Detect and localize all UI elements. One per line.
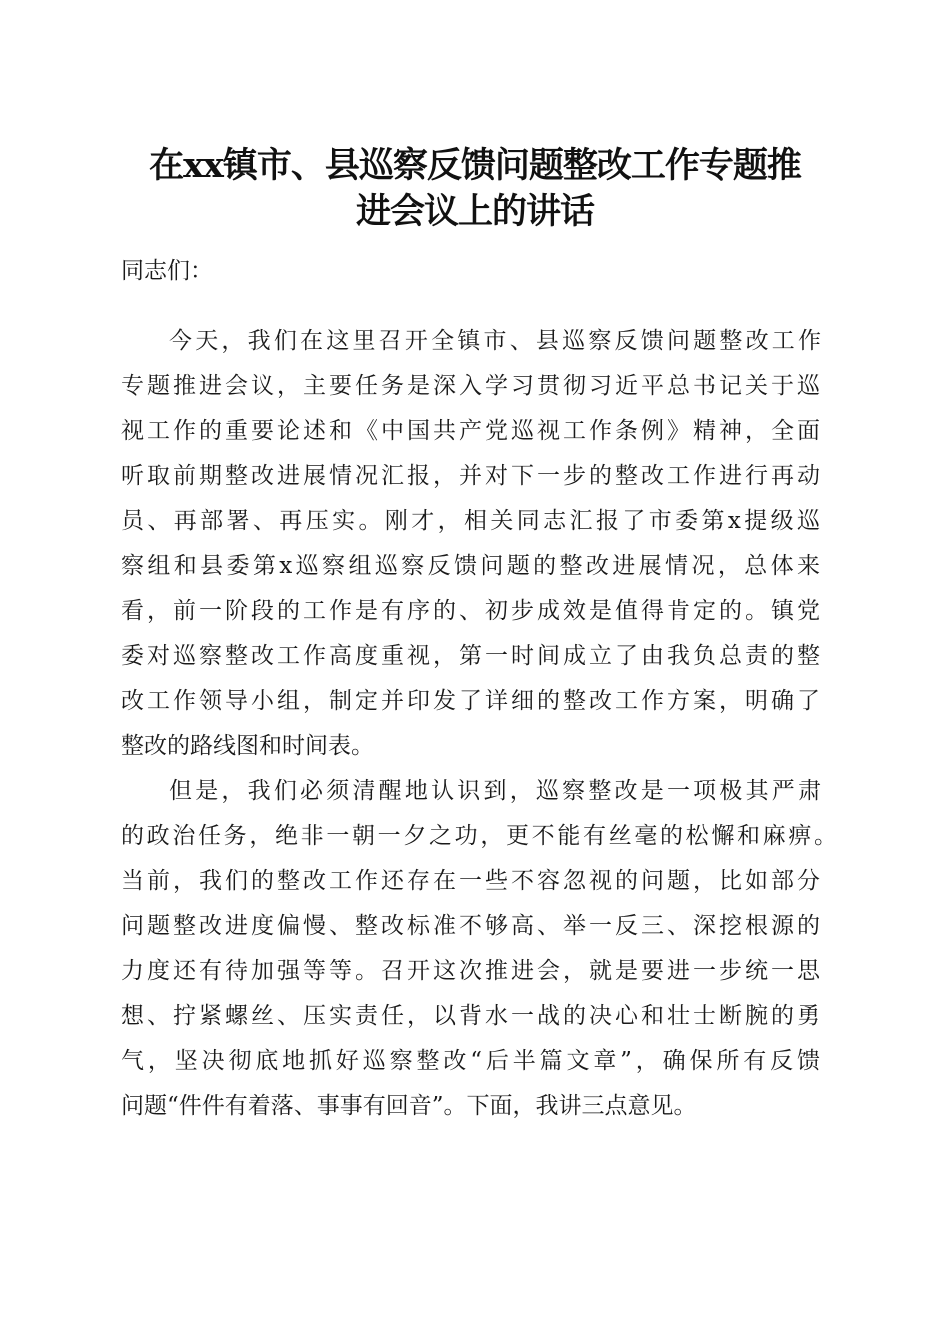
paragraph-1-line-5: 员、再部署、再压实。刚才，相关同志汇报了市委第x提级巡 — [121, 508, 820, 534]
paragraph-1-line-8: 委对巡察整改工作高度重视，第一时间成立了由我负总责的整 — [121, 643, 820, 669]
paragraph-2-line-5: 力度还有待加强等等。召开这次推进会，就是要进一步统一思 — [121, 958, 820, 984]
paragraph-2-line-3: 当前，我们的整改工作还存在一些不容忽视的问题，比如部分 — [121, 868, 820, 894]
paragraph-1-line-3: 视工作的重要论述和《中国共产党巡视工作条例》精神，全面 — [121, 418, 820, 444]
paragraph-2-line-4: 问题整改进度偏慢、整改标准不够高、举一反三、深挖根源的 — [121, 913, 820, 939]
paragraph-2-line-1: 但是，我们必须清醒地认识到，巡察整改是一项极其严肃 — [169, 778, 821, 804]
document-title-line-1: 在xx镇市、县巡察反馈问题整改工作专题推 — [149, 145, 801, 186]
paragraph-1-line-7: 看，前一阶段的工作是有序的、初步成效是值得肯定的。镇党 — [121, 598, 820, 624]
paragraph-1-line-2: 专题推进会议，主要任务是深入学习贯彻习近平总书记关于巡 — [121, 373, 820, 399]
paragraph-1-line-10: 整改的路线图和时间表。 — [121, 733, 374, 759]
paragraph-2-line-6: 想、拧紧螺丝、压实责任，以背水一战的决心和壮士断腕的勇 — [121, 1003, 820, 1029]
document-title-line-2: 进会议上的讲话 — [355, 191, 594, 232]
paragraph-2-line-7: 气，坚决彻底地抓好巡察整改“后半篇文章”，确保所有反馈 — [121, 1048, 820, 1074]
paragraph-1-line-4: 听取前期整改进展情况汇报，并对下一步的整改工作进行再动 — [121, 463, 820, 489]
salutation: 同志们： — [121, 258, 213, 284]
paragraph-1-line-6: 察组和县委第x巡察组巡察反馈问题的整改进展情况，总体来 — [121, 553, 820, 579]
paragraph-2-line-2: 的政治任务，绝非一朝一夕之功，更不能有丝毫的松懈和麻痹。 — [121, 823, 837, 849]
paragraph-1-line-9: 改工作领导小组，制定并印发了详细的整改工作方案，明确了 — [121, 688, 820, 714]
paragraph-1-line-1: 今天，我们在这里召开全镇市、县巡察反馈问题整改工作 — [169, 328, 821, 354]
paragraph-2-line-8: 问题“件件有着落、事事有回音”。下面，我讲三点意见。 — [121, 1093, 697, 1119]
